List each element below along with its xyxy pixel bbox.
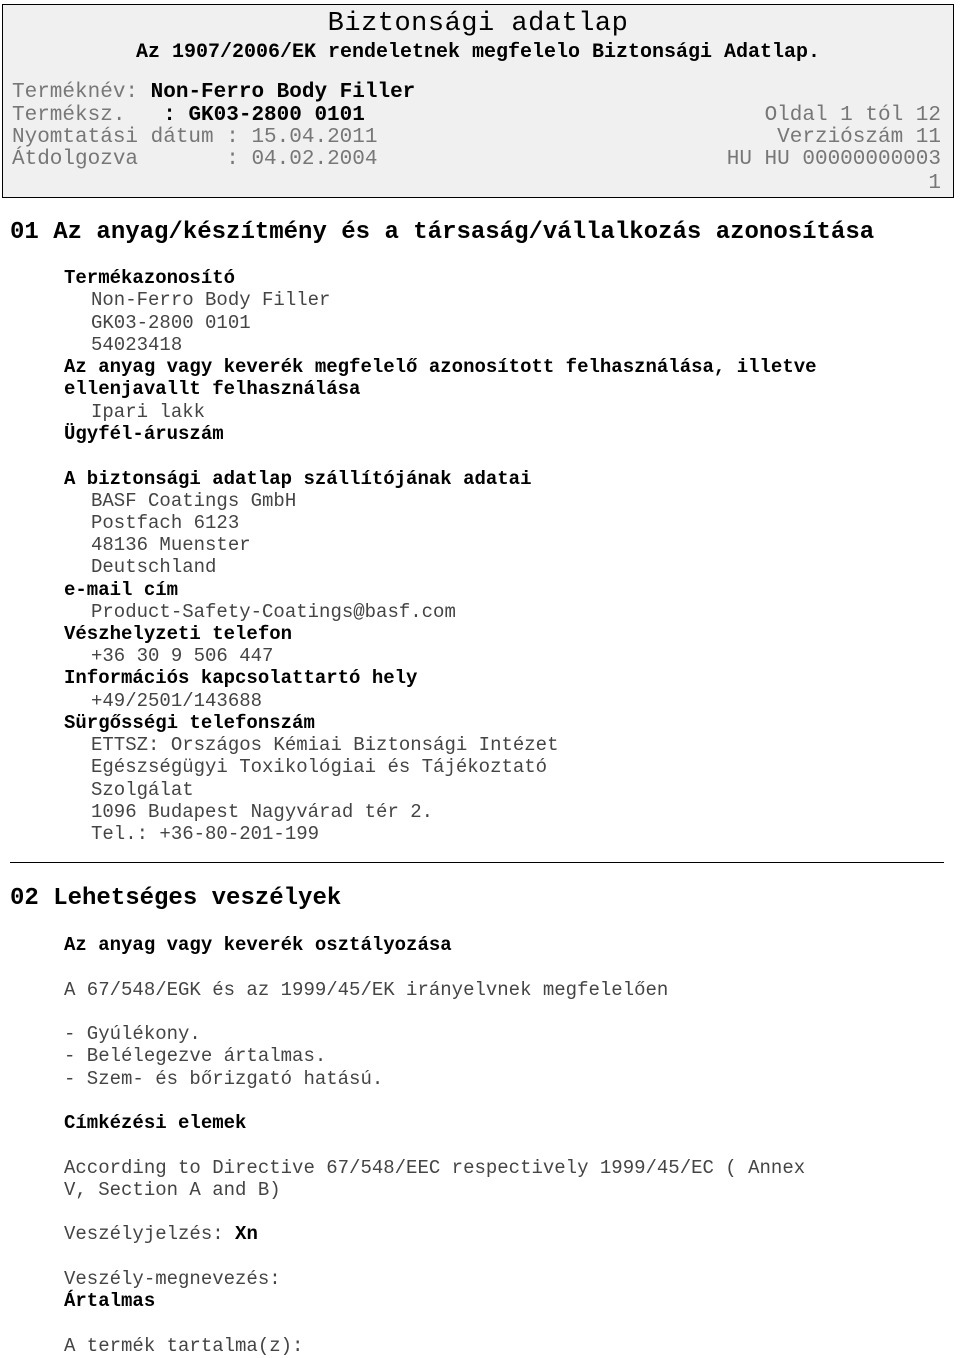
urgent-phone-label: Sürgősségi telefonszám <box>64 712 315 734</box>
product-id-line: 54023418 <box>91 334 183 356</box>
use-label: Az anyag vagy keverék megfelelő azonosított felhasználása, illetve <box>64 356 817 378</box>
urgent-line: Tel.: +36-80-201-199 <box>91 823 320 845</box>
product-name-label: Terméknév: <box>12 81 139 104</box>
hazard-symbol-label: Veszélyjelzés: <box>64 1223 224 1245</box>
hazard-item: - Gyúlékony. <box>64 1023 201 1045</box>
label-elements-label: Címkézési elemek <box>64 1112 247 1134</box>
document-subtitle: Az 1907/2006/EK rendeletnek megfelelo Biztonsági Adatlap. <box>135 41 821 64</box>
section-divider <box>10 862 944 863</box>
product-number-label: Terméksz. <box>12 104 126 127</box>
product-number-row <box>12 104 365 127</box>
product-id-line: GK03-2800 0101 <box>91 312 251 334</box>
revised-value: : 04.02.2004 <box>226 148 378 171</box>
hazard-symbol-value: Xn <box>235 1223 258 1245</box>
urgent-line: 1096 Budapest Nagyvárad tér 2. <box>91 801 434 823</box>
supplier-line: BASF Coatings GmbH <box>91 490 297 512</box>
document-header <box>2 4 954 198</box>
document-title: Biztonsági adatlap <box>327 9 629 39</box>
hazard-name-label: Veszély-megnevezés: <box>64 1268 281 1290</box>
document-code-suffix: 1 <box>928 172 941 195</box>
customer-article-label: Ügyfél-áruszám <box>64 423 224 445</box>
supplier-line: 48136 Muenster <box>91 534 251 556</box>
product-name-value: Non-Ferro Body Filler <box>150 81 416 104</box>
email-label: e-mail cím <box>64 579 179 601</box>
info-contact-value: +49/2501/143688 <box>91 690 263 712</box>
print-date-value: : 15.04.2011 <box>226 126 378 149</box>
hazard-item: - Belélegezve ártalmas. <box>64 1045 327 1067</box>
section-2-title: 02 Lehetséges veszélyek <box>10 885 342 912</box>
use-value: Ipari lakk <box>91 401 206 423</box>
urgent-line: Egészségügyi Toxikológiai és Tájékoztató <box>91 756 548 778</box>
hazard-symbol-row <box>64 1223 258 1245</box>
product-name-row <box>12 81 415 104</box>
product-id-label: Termékazonosító <box>64 267 236 289</box>
email-link[interactable]: Product-Safety-Coatings@basf.com <box>91 601 456 623</box>
supplier-label: A biztonsági adatlap szállítójának adatai <box>64 468 532 490</box>
directive-text: A 67/548/EGK és az 1999/45/EK irányelvnek megfelelően <box>64 979 669 1001</box>
print-date-label: Nyomtatási dátum <box>12 126 214 149</box>
section-1-title: 01 Az anyag/készítmény és a társaság/vállalkozás azonosítása <box>10 219 875 246</box>
product-id-line: Non-Ferro Body Filler <box>91 289 331 311</box>
revised-row <box>12 148 377 171</box>
page-info: Oldal 1 tól 12 <box>764 104 941 127</box>
supplier-line: Postfach 6123 <box>91 512 240 534</box>
info-contact-label: Információs kapcsolattartó hely <box>64 667 418 689</box>
supplier-line: Deutschland <box>91 556 217 578</box>
according-text: According to Directive 67/548/EEC respectively 1999/45/EC ( Annex <box>64 1157 806 1179</box>
version-info: Verziószám 11 <box>777 126 941 149</box>
classification-label: Az anyag vagy keverék osztályozása <box>64 934 452 956</box>
document-code: HU HU 00000000003 <box>726 148 941 171</box>
hazard-item: - Szem- és bőrizgató hatású. <box>64 1068 384 1090</box>
contents-label: A termék tartalma(z): <box>64 1335 304 1357</box>
emergency-phone-label: Vészhelyzeti telefon <box>64 623 293 645</box>
revised-label: Átdolgozva <box>12 148 139 171</box>
according-text-cont: V, Section A and B) <box>64 1179 281 1201</box>
urgent-line: ETTSZ: Országos Kémiai Biztonsági Intézet <box>91 734 559 756</box>
urgent-line: Szolgálat <box>91 779 194 801</box>
emergency-phone-value: +36 30 9 506 447 <box>91 645 274 667</box>
product-number-value: : GK03-2800 0101 <box>163 104 365 127</box>
hazard-name-value: Ártalmas <box>64 1290 156 1312</box>
print-date-row <box>12 126 377 149</box>
use-label-cont: ellenjavallt felhasználása <box>64 378 361 400</box>
